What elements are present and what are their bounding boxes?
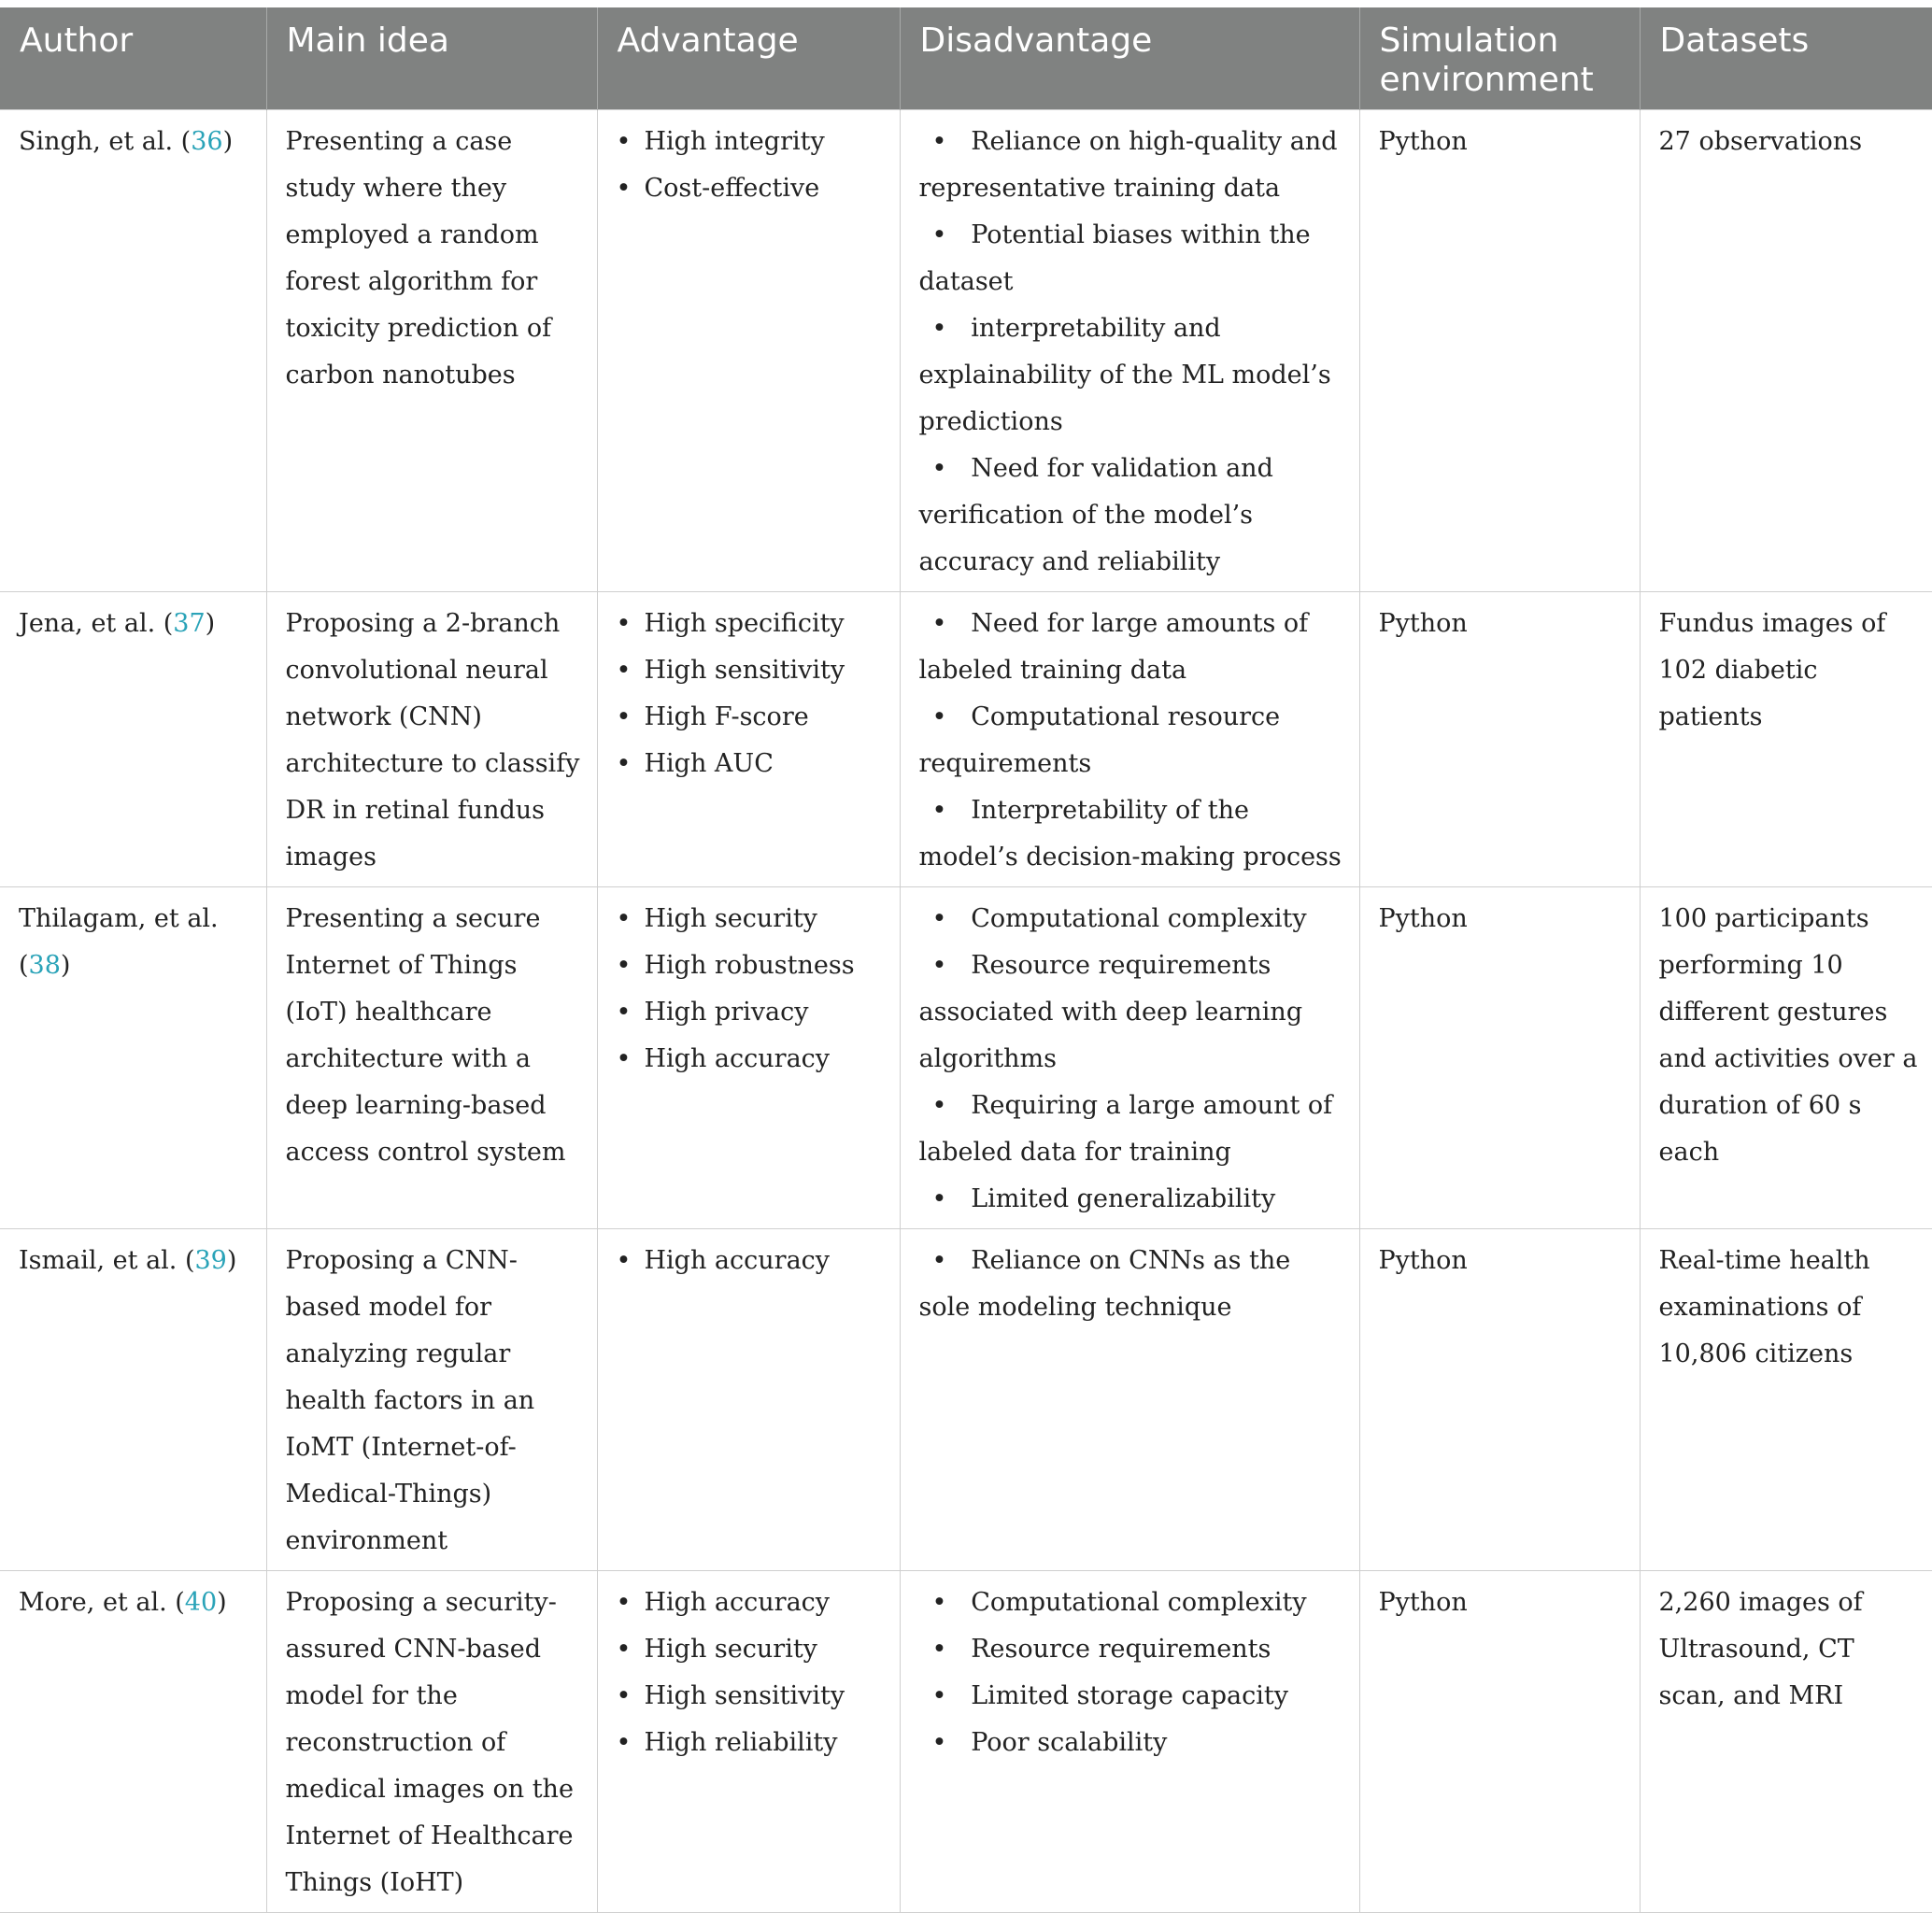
advantage-list <box>617 601 887 787</box>
advantage-cell <box>597 1571 900 1913</box>
disadvantage-text: Poor scalability <box>971 1728 1168 1757</box>
disadvantage-text: Potential biases within the dataset <box>918 220 1311 296</box>
disadvantage-item <box>919 1720 1346 1766</box>
datasets-cell: 2,260 images of Ultrasound, CT scan, and MRI <box>1640 1571 1932 1913</box>
reference-link[interactable]: 38 <box>28 951 61 980</box>
environment-cell: Python <box>1359 592 1640 887</box>
author-name: Jena, et al. ( <box>19 609 174 638</box>
disadvantage-text: Reliance on CNNs as the sole modeling technique <box>918 1246 1291 1322</box>
author-paren: ) <box>222 127 234 156</box>
table-row <box>0 592 1932 887</box>
author-name: Thilagam, et al. ( <box>19 904 219 980</box>
disadvantage-cell <box>900 1571 1359 1913</box>
advantage-item: • High F-score <box>617 694 887 741</box>
author-paren: ) <box>217 1588 227 1617</box>
advantage-list <box>617 1238 887 1284</box>
datasets-cell: 100 participants performing 10 different gestures and activities over a duration of 60 s each <box>1640 887 1932 1229</box>
author-paren: ) <box>226 1246 237 1275</box>
table-body <box>0 110 1932 1913</box>
disadvantage-item <box>919 896 1346 942</box>
advantage-item: • High specificity <box>617 601 887 647</box>
disadvantage-item <box>919 1176 1346 1223</box>
disadvantage-cell <box>900 887 1359 1229</box>
advantage-item: • High robustness <box>617 942 887 989</box>
disadvantage-text: Limited generalizability <box>971 1184 1276 1213</box>
advantage-item: • High security <box>617 896 887 942</box>
reference-link[interactable]: 39 <box>194 1246 227 1275</box>
disadvantage-text: Resource requirements <box>971 1635 1271 1664</box>
header-datasets: Datasets <box>1640 7 1932 110</box>
advantage-item: • Cost-effective <box>617 165 887 212</box>
main-idea-cell: Presenting a case study where they employed a random forest algorithm for toxicity prediction of carbon nanotubes <box>266 110 597 592</box>
disadvantage-cell <box>900 592 1359 887</box>
main-idea-cell: Proposing a 2-branch convolutional neural network (CNN) architecture to classify DR in retinal fundus images <box>266 592 597 887</box>
disadvantage-text: Interpretability of the model’s decision-making process <box>918 796 1342 871</box>
datasets-cell: Fundus images of 102 diabetic patients <box>1640 592 1932 887</box>
table-row <box>0 887 1932 1229</box>
table-row <box>0 1571 1932 1913</box>
advantage-cell <box>597 887 900 1229</box>
disadvantage-item <box>919 212 1346 305</box>
author-paren: ) <box>60 951 71 980</box>
disadvantage-text: Computational resource requirements <box>918 702 1281 778</box>
disadvantage-item <box>919 119 1346 212</box>
environment-cell: Python <box>1359 1229 1640 1571</box>
advantage-cell <box>597 110 900 592</box>
disadvantage-item <box>919 305 1346 446</box>
disadvantage-item <box>919 1673 1346 1720</box>
datasets-cell: 27 observations <box>1640 110 1932 592</box>
table-header <box>0 7 1932 110</box>
advantage-item: • High reliability <box>617 1720 887 1766</box>
disadvantage-item <box>919 1083 1346 1176</box>
header-disadvantage: Disadvantage <box>900 7 1359 110</box>
author-cell <box>0 592 266 887</box>
environment-cell: Python <box>1359 110 1640 592</box>
author-name: Ismail, et al. ( <box>19 1246 195 1275</box>
advantage-list <box>617 1580 887 1766</box>
main-idea-cell: Proposing a security-assured CNN-based model for the reconstruction of medical images on the Internet of Healthcare Things (IoHT) <box>266 1571 597 1913</box>
reference-link[interactable]: 37 <box>173 609 206 638</box>
reference-link[interactable]: 36 <box>191 127 223 156</box>
author-cell <box>0 1229 266 1571</box>
advantage-item: • High sensitivity <box>617 647 887 694</box>
disadvantage-item <box>919 1580 1346 1626</box>
disadvantage-text: Reliance on high-quality and representative training data <box>918 127 1338 203</box>
disadvantage-item <box>919 787 1346 881</box>
header-author: Author <box>0 7 266 110</box>
main-idea-cell: Presenting a secure Internet of Things (IoT) healthcare architecture with a deep learning-based access control system <box>266 887 597 1229</box>
table-row <box>0 1229 1932 1571</box>
comparison-table <box>0 7 1932 1913</box>
author-paren: ) <box>205 609 216 638</box>
advantage-item: • High accuracy <box>617 1238 887 1284</box>
disadvantage-item <box>919 446 1346 586</box>
author-cell <box>0 1571 266 1913</box>
advantage-list <box>617 896 887 1083</box>
disadvantage-text: Need for validation and verification of the model’s accuracy and reliability <box>918 454 1273 576</box>
disadvantage-text: Need for large amounts of labeled training data <box>918 609 1309 685</box>
header-advantage: Advantage <box>597 7 900 110</box>
environment-cell: Python <box>1359 887 1640 1229</box>
header-main-idea: Main idea <box>266 7 597 110</box>
main-idea-cell: Proposing a CNN-based model for analyzing regular health factors in an IoMT (Internet-of-Medical-Things) environment <box>266 1229 597 1571</box>
author-name: More, et al. ( <box>19 1588 185 1617</box>
advantage-cell <box>597 592 900 887</box>
disadvantage-text: Requiring a large amount of labeled data for training <box>918 1091 1333 1167</box>
disadvantage-text: Resource requirements associated with deep learning algorithms <box>918 951 1303 1073</box>
advantage-item: • High privacy <box>617 989 887 1036</box>
author-cell <box>0 887 266 1229</box>
author-name: Singh, et al. ( <box>19 127 192 156</box>
author-cell <box>0 110 266 592</box>
disadvantage-item <box>919 942 1346 1083</box>
disadvantage-item <box>919 694 1346 787</box>
datasets-cell: Real-time health examinations of 10,806 citizens <box>1640 1229 1932 1571</box>
disadvantage-text: Computational complexity <box>971 904 1307 933</box>
disadvantage-cell <box>900 1229 1359 1571</box>
disadvantage-item <box>919 1238 1346 1331</box>
disadvantage-item <box>919 601 1346 694</box>
advantage-cell <box>597 1229 900 1571</box>
advantage-item: • High accuracy <box>617 1580 887 1626</box>
advantage-item: • High integrity <box>617 119 887 165</box>
disadvantage-item <box>919 1626 1346 1673</box>
advantage-item: • High sensitivity <box>617 1673 887 1720</box>
advantage-item: • High AUC <box>617 741 887 787</box>
disadvantage-text: Limited storage capacity <box>971 1681 1288 1710</box>
header-simulation-environment: Simulation environment <box>1359 7 1640 110</box>
disadvantage-text: Computational complexity <box>971 1588 1307 1617</box>
advantage-list <box>617 119 887 212</box>
advantage-item: • High security <box>617 1626 887 1673</box>
table-row <box>0 110 1932 592</box>
environment-cell: Python <box>1359 1571 1640 1913</box>
reference-link[interactable]: 40 <box>184 1588 218 1617</box>
advantage-item: • High accuracy <box>617 1036 887 1083</box>
disadvantage-cell <box>900 110 1359 592</box>
disadvantage-text: interpretability and explainability of the ML model’s predictions <box>918 314 1331 436</box>
